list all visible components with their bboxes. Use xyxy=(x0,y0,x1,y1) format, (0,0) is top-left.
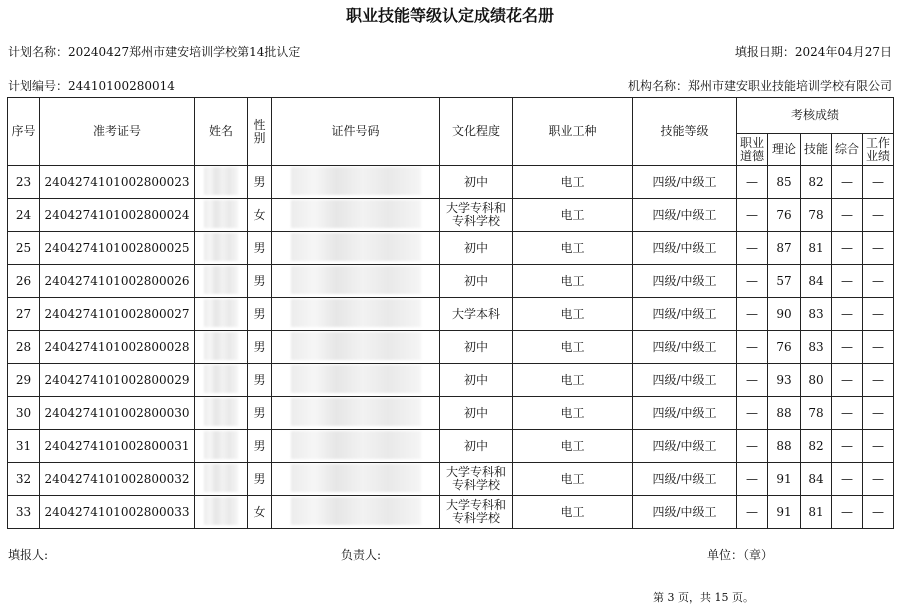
ethics-cell: — xyxy=(737,364,768,397)
plan-number: 计划编号：24410100280014 xyxy=(8,79,175,93)
gender-cell: 男 xyxy=(248,430,272,463)
header-gender: 性别 xyxy=(248,98,272,166)
occupation-cell: 电工 xyxy=(513,430,633,463)
ethics-cell: — xyxy=(737,166,768,199)
id-no-cell xyxy=(272,199,440,232)
education-text: 大学专科和专科学校 xyxy=(445,465,506,492)
table-row xyxy=(8,397,894,430)
occupation-cell: 电工 xyxy=(513,298,633,331)
exam-no-cell: 2404274101002800031 xyxy=(40,430,195,463)
redacted-id-number xyxy=(291,167,421,195)
ethics-cell: — xyxy=(737,397,768,430)
exam-no-cell: 2404274101002800027 xyxy=(40,298,195,331)
exam-no-cell: 2404274101002800024 xyxy=(40,199,195,232)
occupation-cell: 电工 xyxy=(513,496,633,529)
score-roster-table xyxy=(7,97,894,529)
gender-cell: 男 xyxy=(248,364,272,397)
name-cell xyxy=(195,265,248,298)
header-education: 文化程度 xyxy=(440,98,513,166)
plan-name: 计划名称：20240427郑州市建安培训学校第14批认定 xyxy=(8,45,301,59)
table-row xyxy=(8,232,894,265)
redacted-id-number xyxy=(291,332,421,360)
gender-cell: 男 xyxy=(248,298,272,331)
theory-cell: 76 xyxy=(768,331,801,364)
skill-score-cell: 81 xyxy=(801,232,832,265)
theory-cell: 91 xyxy=(768,496,801,529)
redacted-name xyxy=(204,332,238,360)
seq-cell: 25 xyxy=(8,232,40,265)
education-text: 初中 xyxy=(463,405,488,420)
id-no-cell xyxy=(272,298,440,331)
ethics-cell: — xyxy=(737,199,768,232)
overall-cell: — xyxy=(832,463,863,496)
exam-no-cell: 2404274101002800023 xyxy=(40,166,195,199)
table-row xyxy=(8,298,894,331)
page-indicator: 第 3 页，共 15 页。 xyxy=(653,591,754,604)
occupation-cell: 电工 xyxy=(513,331,633,364)
seq-cell: 33 xyxy=(8,496,40,529)
performance-cell: — xyxy=(863,298,894,331)
skill-level-cell: 四级/中级工 xyxy=(633,166,737,199)
overall-cell: — xyxy=(832,364,863,397)
redacted-name xyxy=(204,431,238,459)
overall-cell: — xyxy=(832,331,863,364)
header-scores: 考核成绩 xyxy=(737,98,894,134)
performance-cell: — xyxy=(863,397,894,430)
theory-cell: 76 xyxy=(768,199,801,232)
education-text: 大学专科和专科学校 xyxy=(445,498,506,525)
id-no-cell xyxy=(272,397,440,430)
redacted-id-number xyxy=(291,398,421,426)
education-cell xyxy=(440,397,513,430)
ethics-cell: — xyxy=(737,331,768,364)
theory-cell: 91 xyxy=(768,463,801,496)
education-text: 初中 xyxy=(463,339,488,354)
ethics-cell: — xyxy=(737,265,768,298)
seq-cell: 24 xyxy=(8,199,40,232)
skill-level-cell: 四级/中级工 xyxy=(633,463,737,496)
header-id-no: 证件号码 xyxy=(272,98,440,166)
ethics-cell: — xyxy=(737,463,768,496)
performance-cell: — xyxy=(863,331,894,364)
education-cell xyxy=(440,265,513,298)
skill-score-cell: 78 xyxy=(801,199,832,232)
gender-cell: 男 xyxy=(248,166,272,199)
table-row xyxy=(8,166,894,199)
redacted-name xyxy=(204,167,238,195)
redacted-id-number xyxy=(291,299,421,327)
skill-score-cell: 78 xyxy=(801,397,832,430)
name-cell xyxy=(195,496,248,529)
redacted-id-number xyxy=(291,365,421,393)
education-text: 初中 xyxy=(463,174,488,189)
overall-cell: — xyxy=(832,298,863,331)
document-title: 职业技能等级认定成绩花名册 xyxy=(345,6,554,25)
redacted-name xyxy=(204,200,238,228)
performance-cell: — xyxy=(863,430,894,463)
redacted-name xyxy=(204,299,238,327)
fill-date: 填报日期：2024年04月27日 xyxy=(734,45,892,59)
overall-cell: — xyxy=(832,199,863,232)
id-no-cell xyxy=(272,430,440,463)
name-cell xyxy=(195,430,248,463)
skill-level-cell: 四级/中级工 xyxy=(633,496,737,529)
gender-cell: 女 xyxy=(248,496,272,529)
seq-cell: 23 xyxy=(8,166,40,199)
table-row xyxy=(8,430,894,463)
skill-level-cell: 四级/中级工 xyxy=(633,364,737,397)
education-cell xyxy=(440,298,513,331)
occupation-cell: 电工 xyxy=(513,199,633,232)
redacted-name xyxy=(204,233,238,261)
education-cell xyxy=(440,496,513,529)
skill-score-cell: 82 xyxy=(801,430,832,463)
header-occupation: 职业工种 xyxy=(513,98,633,166)
ethics-cell: — xyxy=(737,298,768,331)
redacted-id-number xyxy=(291,200,421,228)
skill-level-cell: 四级/中级工 xyxy=(633,232,737,265)
name-cell xyxy=(195,166,248,199)
redacted-name xyxy=(204,266,238,294)
theory-cell: 90 xyxy=(768,298,801,331)
skill-level-cell: 四级/中级工 xyxy=(633,430,737,463)
theory-cell: 88 xyxy=(768,397,801,430)
skill-level-cell: 四级/中级工 xyxy=(633,331,737,364)
education-text: 初中 xyxy=(463,438,488,453)
name-cell xyxy=(195,331,248,364)
occupation-cell: 电工 xyxy=(513,265,633,298)
table-row xyxy=(8,364,894,397)
responsible-label: 负责人: xyxy=(341,548,382,562)
filler-label: 填报人: xyxy=(8,548,49,562)
performance-cell: — xyxy=(863,364,894,397)
education-cell xyxy=(440,331,513,364)
occupation-cell: 电工 xyxy=(513,397,633,430)
performance-cell: — xyxy=(863,199,894,232)
name-cell xyxy=(195,463,248,496)
skill-score-cell: 83 xyxy=(801,298,832,331)
education-cell xyxy=(440,166,513,199)
overall-cell: — xyxy=(832,496,863,529)
performance-cell: — xyxy=(863,166,894,199)
exam-no-cell: 2404274101002800026 xyxy=(40,265,195,298)
overall-cell: — xyxy=(832,430,863,463)
exam-no-cell: 2404274101002800032 xyxy=(40,463,195,496)
overall-cell: — xyxy=(832,397,863,430)
education-text: 初中 xyxy=(463,240,488,255)
redacted-id-number xyxy=(291,233,421,261)
roster-body xyxy=(8,166,894,529)
gender-cell: 男 xyxy=(248,397,272,430)
name-cell xyxy=(195,364,248,397)
skill-score-cell: 84 xyxy=(801,463,832,496)
skill-level-cell: 四级/中级工 xyxy=(633,298,737,331)
id-no-cell xyxy=(272,232,440,265)
seq-cell: 31 xyxy=(8,430,40,463)
header-theory: 理论 xyxy=(768,134,801,166)
education-text: 大学本科 xyxy=(451,306,500,321)
skill-score-cell: 84 xyxy=(801,265,832,298)
redacted-name xyxy=(204,464,238,492)
gender-cell: 男 xyxy=(248,232,272,265)
skill-score-cell: 83 xyxy=(801,331,832,364)
seq-cell: 32 xyxy=(8,463,40,496)
education-text: 大学专科和专科学校 xyxy=(445,201,506,228)
skill-level-cell: 四级/中级工 xyxy=(633,265,737,298)
gender-cell: 男 xyxy=(248,331,272,364)
gender-cell: 女 xyxy=(248,199,272,232)
occupation-cell: 电工 xyxy=(513,364,633,397)
redacted-id-number xyxy=(291,266,421,294)
seq-cell: 29 xyxy=(8,364,40,397)
theory-cell: 87 xyxy=(768,232,801,265)
organization-name: 机构名称：郑州市建安职业技能培训学校有限公司 xyxy=(627,79,892,93)
exam-no-cell: 2404274101002800029 xyxy=(40,364,195,397)
id-no-cell xyxy=(272,166,440,199)
occupation-cell: 电工 xyxy=(513,232,633,265)
name-cell xyxy=(195,397,248,430)
table-row xyxy=(8,496,894,529)
overall-cell: — xyxy=(832,166,863,199)
redacted-id-number xyxy=(291,497,421,525)
performance-cell: — xyxy=(863,496,894,529)
name-cell xyxy=(195,232,248,265)
header-exam-no: 准考证号 xyxy=(40,98,195,166)
overall-cell: — xyxy=(832,265,863,298)
id-no-cell xyxy=(272,364,440,397)
education-text: 初中 xyxy=(463,273,488,288)
exam-no-cell: 2404274101002800028 xyxy=(40,331,195,364)
id-no-cell xyxy=(272,496,440,529)
table-row xyxy=(8,265,894,298)
seq-cell: 28 xyxy=(8,331,40,364)
skill-score-cell: 80 xyxy=(801,364,832,397)
id-no-cell xyxy=(272,463,440,496)
theory-cell: 57 xyxy=(768,265,801,298)
header-name: 姓名 xyxy=(195,98,248,166)
education-cell xyxy=(440,364,513,397)
table-row xyxy=(8,331,894,364)
gender-cell: 男 xyxy=(248,463,272,496)
education-cell xyxy=(440,463,513,496)
header-overall: 综合 xyxy=(832,134,863,166)
occupation-cell: 电工 xyxy=(513,166,633,199)
education-text: 初中 xyxy=(463,372,488,387)
occupation-cell: 电工 xyxy=(513,463,633,496)
name-cell xyxy=(195,298,248,331)
exam-no-cell: 2404274101002800030 xyxy=(40,397,195,430)
gender-cell: 男 xyxy=(248,265,272,298)
performance-cell: — xyxy=(863,265,894,298)
header-skill: 技能 xyxy=(801,134,832,166)
overall-cell: — xyxy=(832,232,863,265)
id-no-cell xyxy=(272,331,440,364)
skill-score-cell: 82 xyxy=(801,166,832,199)
ethics-cell: — xyxy=(737,430,768,463)
performance-cell: — xyxy=(863,232,894,265)
unit-seal-label: 单位：（章） xyxy=(707,548,774,562)
table-row xyxy=(8,199,894,232)
redacted-name xyxy=(204,365,238,393)
theory-cell: 85 xyxy=(768,166,801,199)
ethics-cell: — xyxy=(737,232,768,265)
education-cell xyxy=(440,199,513,232)
seq-cell: 30 xyxy=(8,397,40,430)
education-cell xyxy=(440,232,513,265)
theory-cell: 88 xyxy=(768,430,801,463)
performance-cell: — xyxy=(863,463,894,496)
exam-no-cell: 2404274101002800033 xyxy=(40,496,195,529)
seq-cell: 27 xyxy=(8,298,40,331)
ethics-cell: — xyxy=(737,496,768,529)
theory-cell: 93 xyxy=(768,364,801,397)
header-performance: 工作业绩 xyxy=(863,134,894,166)
name-cell xyxy=(195,199,248,232)
redacted-name xyxy=(204,398,238,426)
redacted-id-number xyxy=(291,464,421,492)
skill-level-cell: 四级/中级工 xyxy=(633,199,737,232)
header-skill-level: 技能等级 xyxy=(633,98,737,166)
table-row xyxy=(8,463,894,496)
id-no-cell xyxy=(272,265,440,298)
skill-score-cell: 81 xyxy=(801,496,832,529)
header-seq: 序号 xyxy=(8,98,40,166)
exam-no-cell: 2404274101002800025 xyxy=(40,232,195,265)
skill-level-cell: 四级/中级工 xyxy=(633,397,737,430)
header-ethics: 职业道德 xyxy=(737,134,768,166)
seq-cell: 26 xyxy=(8,265,40,298)
redacted-name xyxy=(204,497,238,525)
redacted-id-number xyxy=(291,431,421,459)
education-cell xyxy=(440,430,513,463)
